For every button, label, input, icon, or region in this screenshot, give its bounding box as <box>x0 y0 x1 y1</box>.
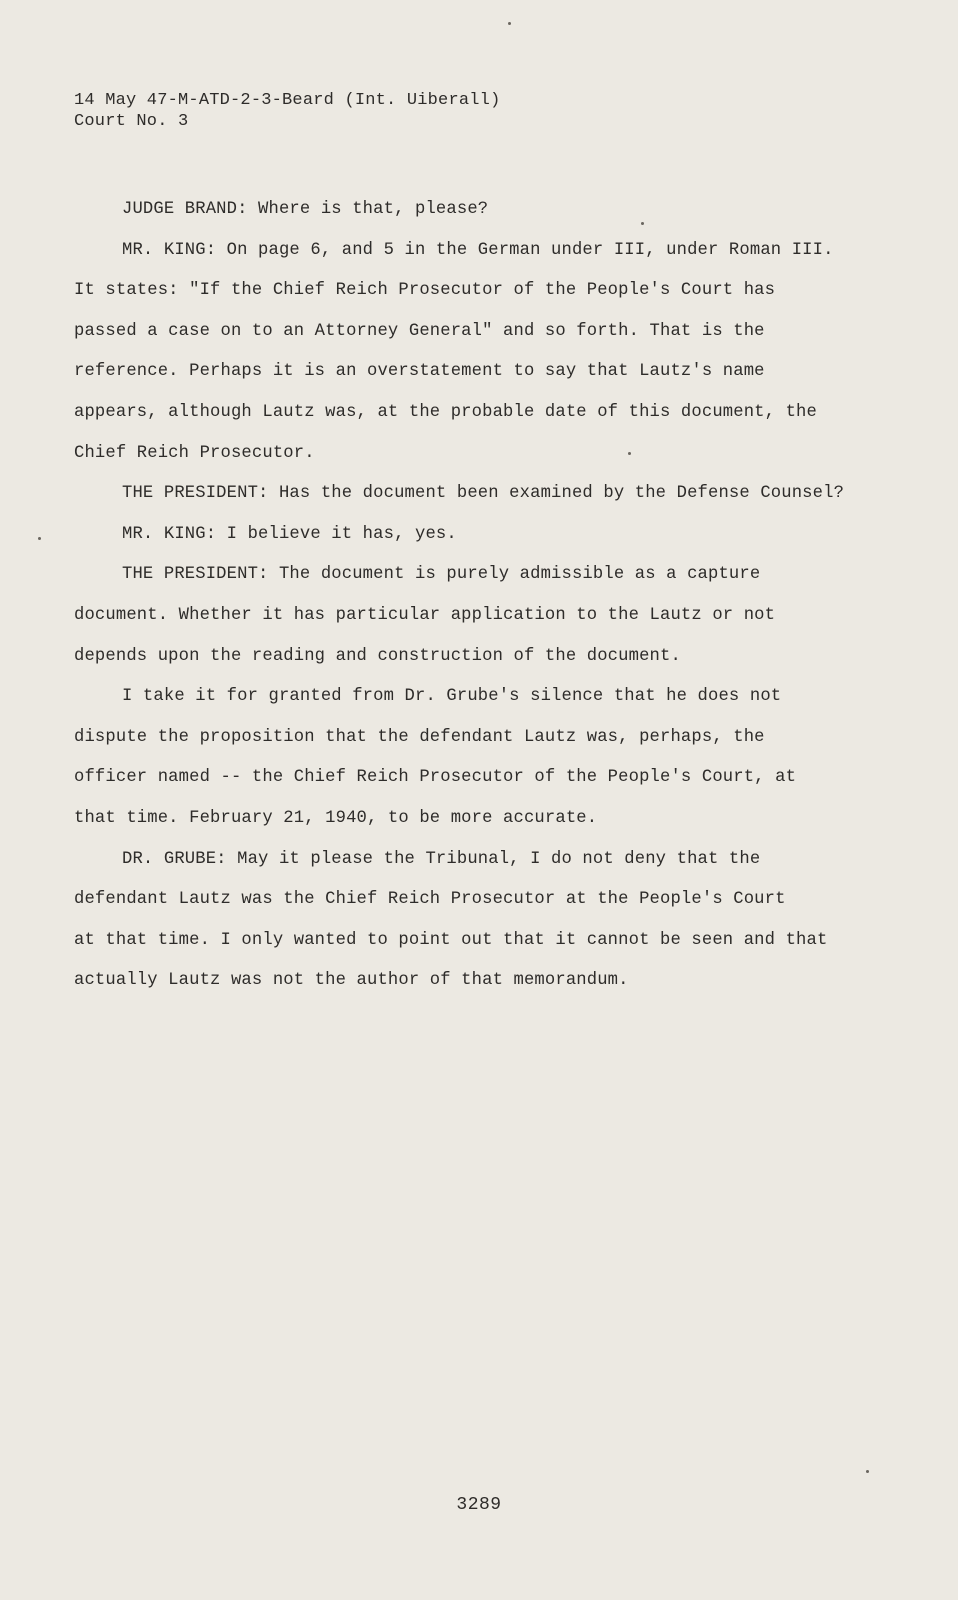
paper-speck <box>641 222 644 225</box>
text-line: Chief Reich Prosecutor. <box>74 443 315 463</box>
paragraph-president-2 <box>74 555 834 677</box>
paragraph-mr-king-2 <box>74 515 834 556</box>
text-line: MR. KING: On page 6, and 5 in the German under III, under Roman III. <box>122 240 834 260</box>
text-line: actually Lautz was not the author of that memorandum. <box>74 971 629 991</box>
paper-speck <box>866 1470 869 1473</box>
text-line: that time. February 21, 1940, to be more accurate. <box>74 808 598 828</box>
text-line: officer named -- the Chief Reich Prosecutor of the People's Court, at <box>74 768 797 788</box>
text-line: THE PRESIDENT: The document is purely admissible as a capture <box>122 565 761 585</box>
paragraph-mr-king-1 <box>74 231 834 475</box>
paragraph-judge-brand <box>74 190 834 231</box>
text-line: defendant Lautz was the Chief Reich Prosecutor at the People's Court <box>74 890 786 910</box>
paper-speck <box>508 22 511 25</box>
text-line: depends upon the reading and construction of the document. <box>74 646 681 666</box>
paragraph-president-3 <box>74 677 834 839</box>
text-line: DR. GRUBE: May it please the Tribunal, I do not deny that the <box>122 849 761 869</box>
document-header <box>74 90 500 132</box>
text-line: THE PRESIDENT: Has the document been examined by the Defense Counsel? <box>122 484 845 504</box>
text-line: passed a case on to an Attorney General" and so forth. That is the <box>74 321 765 341</box>
transcript-body <box>74 190 845 1002</box>
text-line: dispute the proposition that the defendant Lautz was, perhaps, the <box>74 727 765 747</box>
text-line: MR. KING: I believe it has, yes. <box>122 524 457 544</box>
text-line: appears, although Lautz was, at the probable date of this document, the <box>74 402 817 422</box>
text-line: reference. Perhaps it is an overstatement to say that Lautz's name <box>74 362 765 382</box>
header-court-line: Court No. 3 <box>74 112 189 131</box>
text-line: JUDGE BRAND: Where is that, please? <box>122 200 489 219</box>
header-session-line: 14 May 47-M-ATD-2-3-Beard (Int. Uiberall) <box>74 91 501 110</box>
paragraph-dr-grube <box>74 840 834 1002</box>
text-line: It states: "If the Chief Reich Prosecutor of the People's Court has <box>74 281 776 301</box>
text-line: document. Whether it has particular application to the Lautz or not <box>74 605 776 625</box>
page-number: 3289 <box>456 1495 502 1515</box>
paper-speck <box>38 537 41 540</box>
text-line: I take it for granted from Dr. Grube's silence that he does not <box>122 687 782 707</box>
paragraph-president-1 <box>74 474 845 515</box>
paper-speck <box>628 452 631 455</box>
text-line: at that time. I only wanted to point out that it cannot be seen and that <box>74 930 828 950</box>
